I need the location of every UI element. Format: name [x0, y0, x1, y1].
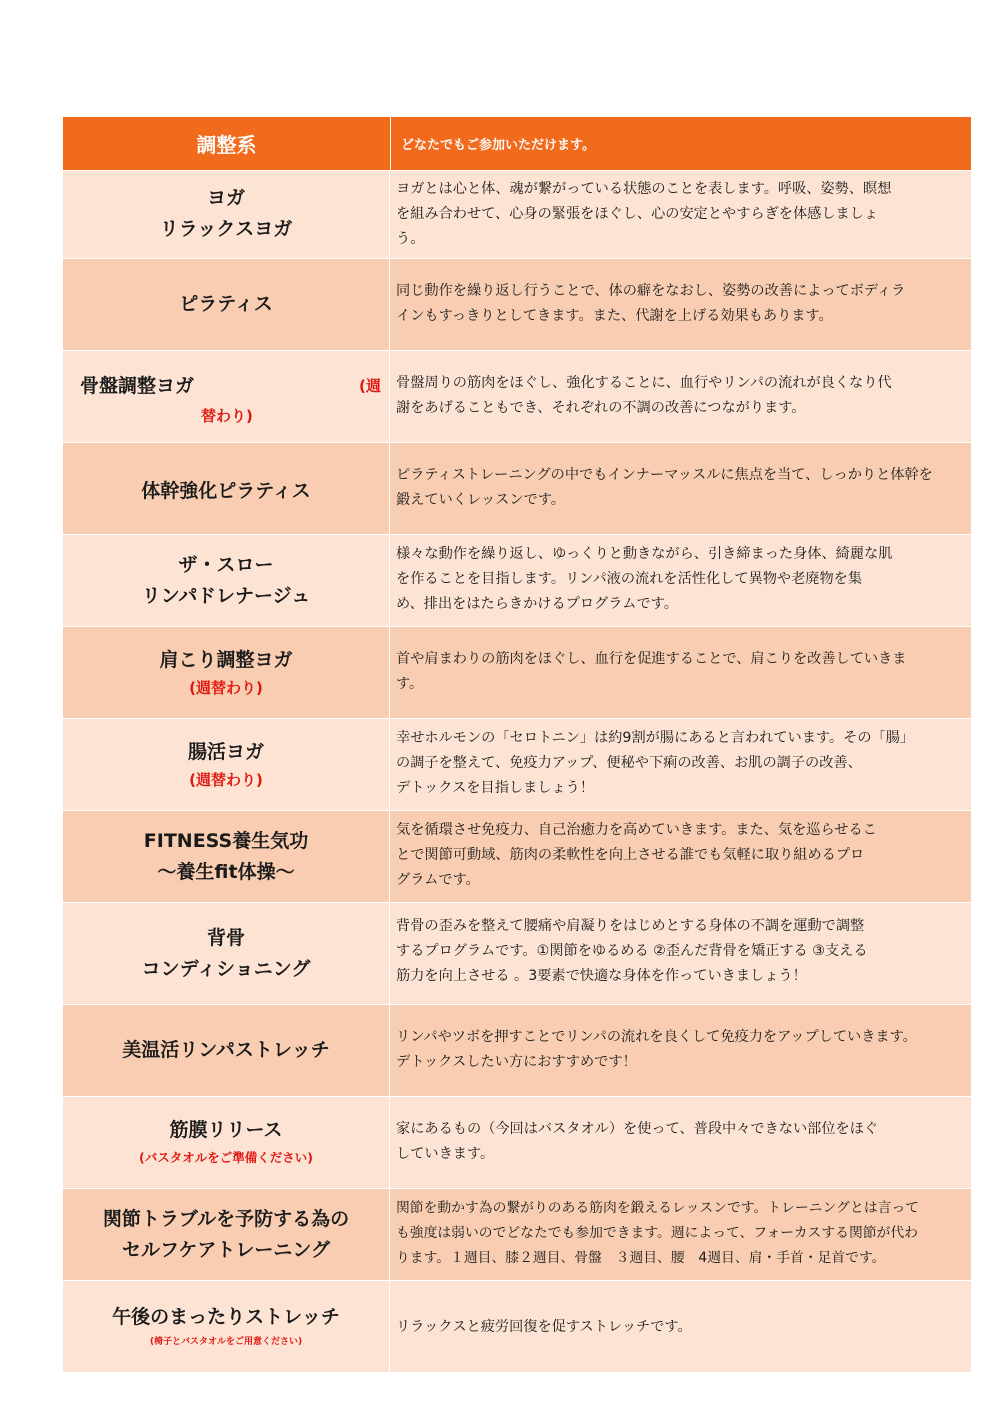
program-note: (バスタオルをご準備ください): [139, 1150, 313, 1165]
program-description: リラックスと疲労回復を促すストレッチです。: [396, 1319, 692, 1335]
program-description: 首や肩まわりの筋肉をほぐし、血行を促進することで、肩こりを改善していきま す。: [396, 651, 907, 692]
program-description: 関節を動かす為の繋がりのある筋肉を鍛えるレッスンです。トレーニングとは言って も強度は弱いのでどなたでも参加できます。週によって、フォーカスする関節が代わ ります。１週目、膝２週目、骨盤 ３週目、腰 4週目、肩・手首・足首です。: [396, 1200, 920, 1266]
program-name: ヨガ: [206, 186, 245, 209]
program-note: (椅子とバスタオルをご用意ください): [149, 1337, 303, 1347]
table-row: [63, 1280, 971, 1372]
table-row: [63, 1188, 971, 1280]
program-name: 午後のまったりストレッチ: [112, 1306, 340, 1328]
program-name: 肩こり調整ヨガ: [159, 649, 293, 671]
program-name-line2: リラックスヨガ: [159, 217, 293, 240]
program-description: 様々な動作を繰り返し、ゆっくりと動きながら、引き締まった身体、綺麗な肌 を作ることを目指します。リンパ液の流れを活性化して異物や老廃物を集 め、排出をはたらきかけるプログラムです。: [396, 546, 893, 612]
program-name-line2: ～養生fit体操～: [157, 860, 295, 883]
program-note-cont: 替わり): [201, 407, 253, 425]
program-name: ピラティス: [179, 293, 273, 315]
table-row: [63, 534, 971, 626]
program-name: 腸活ヨガ: [187, 741, 264, 763]
program-name: 筋膜リリース: [169, 1119, 283, 1141]
category-title: 調整系: [63, 117, 391, 170]
program-name: 美温活リンパストレッチ: [122, 1039, 330, 1061]
table-row: [63, 1004, 971, 1096]
program-description: リンパやツボを押すことでリンパの流れを良くして免疫力をアップしていきます。 デトックスしたい方におすすめです！: [396, 1029, 917, 1070]
program-note: (週替わり): [189, 679, 263, 697]
program-name: 体幹強化ピラティス: [141, 480, 311, 502]
table-row: [63, 350, 971, 442]
program-description: 家にあるもの（今回はバスタオル）を使って、普段中々できない部位をほぐ していきます。: [396, 1121, 879, 1162]
program-name: ザ・スロー: [178, 553, 274, 576]
table-row: [63, 442, 971, 534]
program-table: [63, 117, 971, 1372]
table-row: [63, 626, 971, 718]
program-note: (週替わり): [189, 771, 263, 789]
table-row: [63, 1096, 971, 1188]
program-name-line2: リンパドレナージュ: [141, 584, 311, 607]
program-name: FITNESS養生気功: [143, 829, 309, 852]
program-name-line2: セルフケアトレーニング: [121, 1238, 331, 1261]
program-name: 背骨: [206, 926, 245, 949]
table-row: [63, 258, 971, 350]
program-description: ヨガとは心と体、魂が繋がっている状態のことを表します。呼吸、姿勢、瞑想 を組み合わせて、心身の緊張をほぐし、心の安定とやすらぎを体感しましょ う。: [396, 181, 892, 247]
program-description: 同じ動作を繰り返し行うことで、体の癖をなおし、姿勢の改善によってボディラ インもすっきりとしてきます。また、代謝を上げる効果もあります。: [396, 283, 906, 324]
program-description: 気を循環させ免疫力、自己治癒力を高めていきます。また、気を巡らせるこ とで関節可動域、筋肉の柔軟性を向上させる誰でも気軽に取り組めるプロ グラムです。: [396, 822, 877, 888]
program-name-line2: コンディショニング: [141, 957, 311, 980]
category-note: どなたでもご参加いただけます。: [401, 138, 595, 153]
program-description: 骨盤周りの筋肉をほぐし、強化することに、血行やリンパの流れが良くなり代 謝をあげることもでき、それぞれの不調の改善につながります。: [396, 375, 892, 416]
table-row: [63, 718, 971, 810]
table-row: [63, 810, 971, 902]
table-row: [63, 170, 971, 258]
table-row: [63, 902, 971, 1004]
program-name: 関節トラブルを予防する為の: [102, 1207, 350, 1230]
program-description: ピラティストレーニングの中でもインナーマッスルに焦点を当て、しっかりと体幹を 鍛えていくレッスンです。: [396, 467, 933, 508]
program-note: (週: [359, 377, 381, 395]
program-name: 骨盤調整ヨガ: [80, 375, 195, 397]
program-description: 幸せホルモンの「セロトニン」は約9割が腸にあると言われています。その「腸」 の調子を整えて、免疫力アップ、便秘や下痢の改善、お肌の調子の改善、 デトックスを目指しましょう！: [396, 730, 915, 796]
table-header: [63, 117, 971, 170]
program-description: 背骨の歪みを整えて腰痛や肩凝りをはじめとする身体の不調を運動で調整 するプログラムです。①関節をゆるめる ②歪んだ背骨を矯正する ③支える 筋力を向上させる 。3要素で快適な身体を作っていきましょう！: [396, 918, 868, 984]
